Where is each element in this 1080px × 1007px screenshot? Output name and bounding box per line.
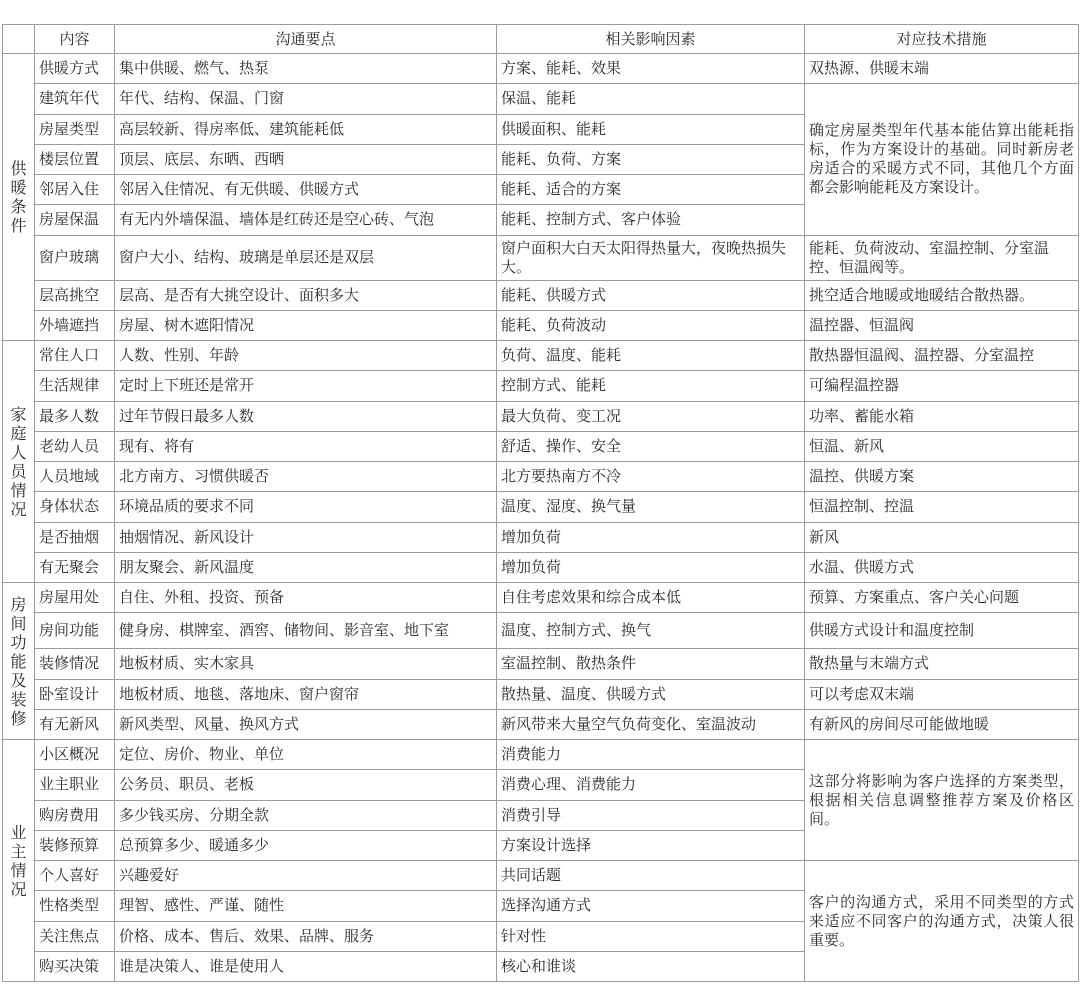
row-factors: 增加负荷 [497,552,805,582]
group-label-char: 情 [10,860,27,880]
group-label-char: 修 [10,708,27,728]
row-item: 常住人口 [35,341,115,371]
row-measures: 预算、方案重点、客户关心问题 [805,583,1079,613]
row-item: 购买决策 [35,951,115,981]
row-measures: 恒温控制、控温 [805,492,1079,522]
group-label-char: 暖 [10,178,27,197]
row-factors: 能耗、负荷、方案 [497,144,805,174]
row-item: 性格类型 [35,891,115,921]
row-factors: 能耗、适合的方案 [497,175,805,205]
table-row [3,552,1079,582]
table-row [3,235,1079,280]
row-points: 谁是决策人、谁是使用人 [115,951,497,981]
row-factors: 能耗、负荷波动 [497,310,805,340]
row-item: 有无新风 [35,709,115,739]
row-factors: 供暖面积、能耗 [497,114,805,144]
row-factors: 方案、能耗、效果 [497,54,805,84]
row-points: 过年节假日最多人数 [115,401,497,431]
row-item: 购房费用 [35,800,115,830]
table-row [3,740,1079,770]
row-factors: 自住考虑效果和综合成本低 [497,583,805,613]
row-points: 公务员、职员、老板 [115,770,497,800]
row-measures: 可以考虑双末端 [805,679,1079,709]
group-label [7,823,30,899]
row-measures: 可编程温控器 [805,371,1079,401]
row-factors: 控制方式、能耗 [497,371,805,401]
row-factors: 北方要热南方不冷 [497,462,805,492]
group-owner [3,740,35,982]
row-factors: 最大负荷、变工况 [497,401,805,431]
header-content: 内容 [35,25,115,54]
row-points: 现有、将有 [115,431,497,461]
table-row [3,861,1079,891]
row-measures: 散热器恒温阀、温控器、分室温控 [805,341,1079,371]
row-points: 价格、成本、售后、效果、品牌、服务 [115,921,497,951]
table-row [3,709,1079,739]
table-row [3,54,1079,84]
row-measures: 新风 [805,522,1079,552]
row-measures: 挑空适合地暖或地暖结合散热器。 [805,280,1079,310]
row-points: 地板材质、实木家具 [115,649,497,679]
row-item: 房屋类型 [35,114,115,144]
row-item: 业主职业 [35,770,115,800]
group-label-char: 业 [10,822,27,842]
row-points: 多少钱买房、分期全款 [115,800,497,830]
group-label-char: 间 [10,613,27,633]
row-points: 理智、感性、严谨、随性 [115,891,497,921]
group-label-char: 员 [10,461,27,481]
row-factors: 能耗、供暖方式 [497,280,805,310]
group-label-char: 况 [10,499,27,519]
group-label-char: 能 [10,651,27,671]
row-item: 层高挑空 [35,280,115,310]
row-factors: 温度、湿度、换气量 [497,492,805,522]
row-measures: 恒温、新风 [805,431,1079,461]
row-item: 卧室设计 [35,679,115,709]
row-factors: 增加负荷 [497,522,805,552]
group-rooms [3,583,35,740]
row-factors: 方案设计选择 [497,830,805,860]
group-label [7,159,30,235]
row-item: 建筑年代 [35,84,115,114]
row-measures: 水温、供暖方式 [805,552,1079,582]
row-measures: 能耗、负荷波动、室温控制、分室温控、恒温阀等。 [805,235,1079,280]
header-factors: 相关影响因素 [497,25,805,54]
row-factors: 消费心理、消费能力 [497,770,805,800]
row-item: 人员地域 [35,462,115,492]
row-points: 抽烟情况、新风设计 [115,522,497,552]
row-item: 是否抽烟 [35,522,115,552]
merged-measures-heating: 确定房屋类型年代基本能估算出能耗指标，作为方案设计的基础。同时新房老房适合的采暖方式不同，其他几个方面都会影响能耗及方案设计。 [805,84,1079,235]
row-factors: 舒适、操作、安全 [497,431,805,461]
row-item: 老幼人员 [35,431,115,461]
row-item: 装修情况 [35,649,115,679]
row-factors: 选择沟通方式 [497,891,805,921]
row-factors: 共同话题 [497,861,805,891]
group-label-char: 供 [10,159,27,178]
row-measures: 供暖方式设计和温度控制 [805,613,1079,649]
header-group [3,25,35,54]
row-factors: 负荷、温度、能耗 [497,341,805,371]
row-item: 身体状态 [35,492,115,522]
table-row [3,583,1079,613]
row-points: 房屋、树木遮阳情况 [115,310,497,340]
row-measures: 温控器、恒温阀 [805,310,1079,340]
group-label-char: 情 [10,480,27,500]
group-family [3,341,35,583]
row-points: 有无内外墙保温、墙体是红砖还是空心砖、气泡 [115,205,497,235]
row-points: 邻居入住情况、有无供暖、供暖方式 [115,175,497,205]
row-points: 人数、性别、年龄 [115,341,497,371]
row-item: 最多人数 [35,401,115,431]
row-factors: 窗户面积大白天太阳得热量大，夜晚热损失大。 [497,235,805,280]
row-points: 健身房、棋牌室、酒窖、储物间、影音室、地下室 [115,613,497,649]
merged-measures-owner-1: 这部分将影响为客户选择的方案类型，根据相关信息调整推荐方案及价格区间。 [805,740,1079,861]
row-item: 房屋保温 [35,205,115,235]
communication-table [2,24,1079,982]
group-label-char: 家 [10,404,27,424]
row-measures: 功率、蓄能水箱 [805,401,1079,431]
row-points: 顶层、底层、东晒、西晒 [115,144,497,174]
row-points: 年代、结构、保温、门窗 [115,84,497,114]
header-row [3,25,1079,54]
row-item: 关注焦点 [35,921,115,951]
header-measures: 对应技术措施 [805,25,1079,54]
row-points: 总预算多少、暖通多少 [115,830,497,860]
table-row [3,371,1079,401]
row-item: 有无聚会 [35,552,115,582]
row-factors: 温度、控制方式、换气 [497,613,805,649]
row-factors: 保温、能耗 [497,84,805,114]
table-row [3,310,1079,340]
group-label-char: 装 [10,689,27,709]
group-label-char: 房 [10,594,27,614]
table-row [3,613,1079,649]
row-factors: 消费能力 [497,740,805,770]
row-item: 生活规律 [35,371,115,401]
table-row [3,492,1079,522]
row-item: 房间功能 [35,613,115,649]
row-item: 邻居入住 [35,175,115,205]
group-label [7,595,30,728]
row-factors: 针对性 [497,921,805,951]
table-row [3,522,1079,552]
row-measures: 双热源、供暖末端 [805,54,1079,84]
table-row [3,401,1079,431]
table-row [3,84,1079,114]
row-factors: 散热量、温度、供暖方式 [497,679,805,709]
table-row [3,649,1079,679]
row-factors: 室温控制、散热条件 [497,649,805,679]
row-points: 环境品质的要求不同 [115,492,497,522]
table-row [3,280,1079,310]
table-row [3,341,1079,371]
table-row [3,431,1079,461]
row-factors: 能耗、控制方式、客户体验 [497,205,805,235]
header-points: 沟通要点 [115,25,497,54]
group-label-char: 功 [10,632,27,652]
group-label-char: 条 [10,197,27,216]
table-row [3,679,1079,709]
table-row [3,462,1079,492]
group-label-char: 庭 [10,423,27,443]
row-factors: 新风带来大量空气负荷变化、室温波动 [497,709,805,739]
row-points: 北方南方、习惯供暖否 [115,462,497,492]
row-item: 装修预算 [35,830,115,860]
row-item: 供暖方式 [35,54,115,84]
row-item: 房屋用处 [35,583,115,613]
row-measures: 散热量与末端方式 [805,649,1079,679]
row-points: 朋友聚会、新风温度 [115,552,497,582]
row-item: 外墙遮挡 [35,310,115,340]
row-factors: 核心和谁谈 [497,951,805,981]
row-points: 层高、是否有大挑空设计、面积多大 [115,280,497,310]
row-points: 地板材质、地毯、落地床、窗户窗帘 [115,679,497,709]
group-label-char: 件 [10,216,27,235]
row-item: 楼层位置 [35,144,115,174]
group-label-char: 况 [10,879,27,899]
group-label [7,405,30,519]
merged-measures-owner-2: 客户的沟通方式，采用不同类型的方式来适应不同客户的沟通方式，决策人很重要。 [805,861,1079,982]
row-item: 小区概况 [35,740,115,770]
row-points: 高层较新、得房率低、建筑能耗低 [115,114,497,144]
group-label-char: 主 [10,841,27,861]
row-item: 窗户玻璃 [35,235,115,280]
row-factors: 消费引导 [497,800,805,830]
row-points: 自住、外租、投资、预备 [115,583,497,613]
row-points: 新风类型、风量、换风方式 [115,709,497,739]
row-measures: 温控、供暖方案 [805,462,1079,492]
row-points: 集中供暖、燃气、热泵 [115,54,497,84]
row-measures: 有新风的房间尽可能做地暖 [805,709,1079,739]
row-item: 个人喜好 [35,861,115,891]
group-label-char: 及 [10,670,27,690]
row-points: 兴趣爱好 [115,861,497,891]
row-points: 窗户大小、结构、玻璃是单层还是双层 [115,235,497,280]
group-label-char: 人 [10,442,27,462]
row-points: 定位、房价、物业、单位 [115,740,497,770]
row-points: 定时上下班还是常开 [115,371,497,401]
group-heating [3,54,35,341]
